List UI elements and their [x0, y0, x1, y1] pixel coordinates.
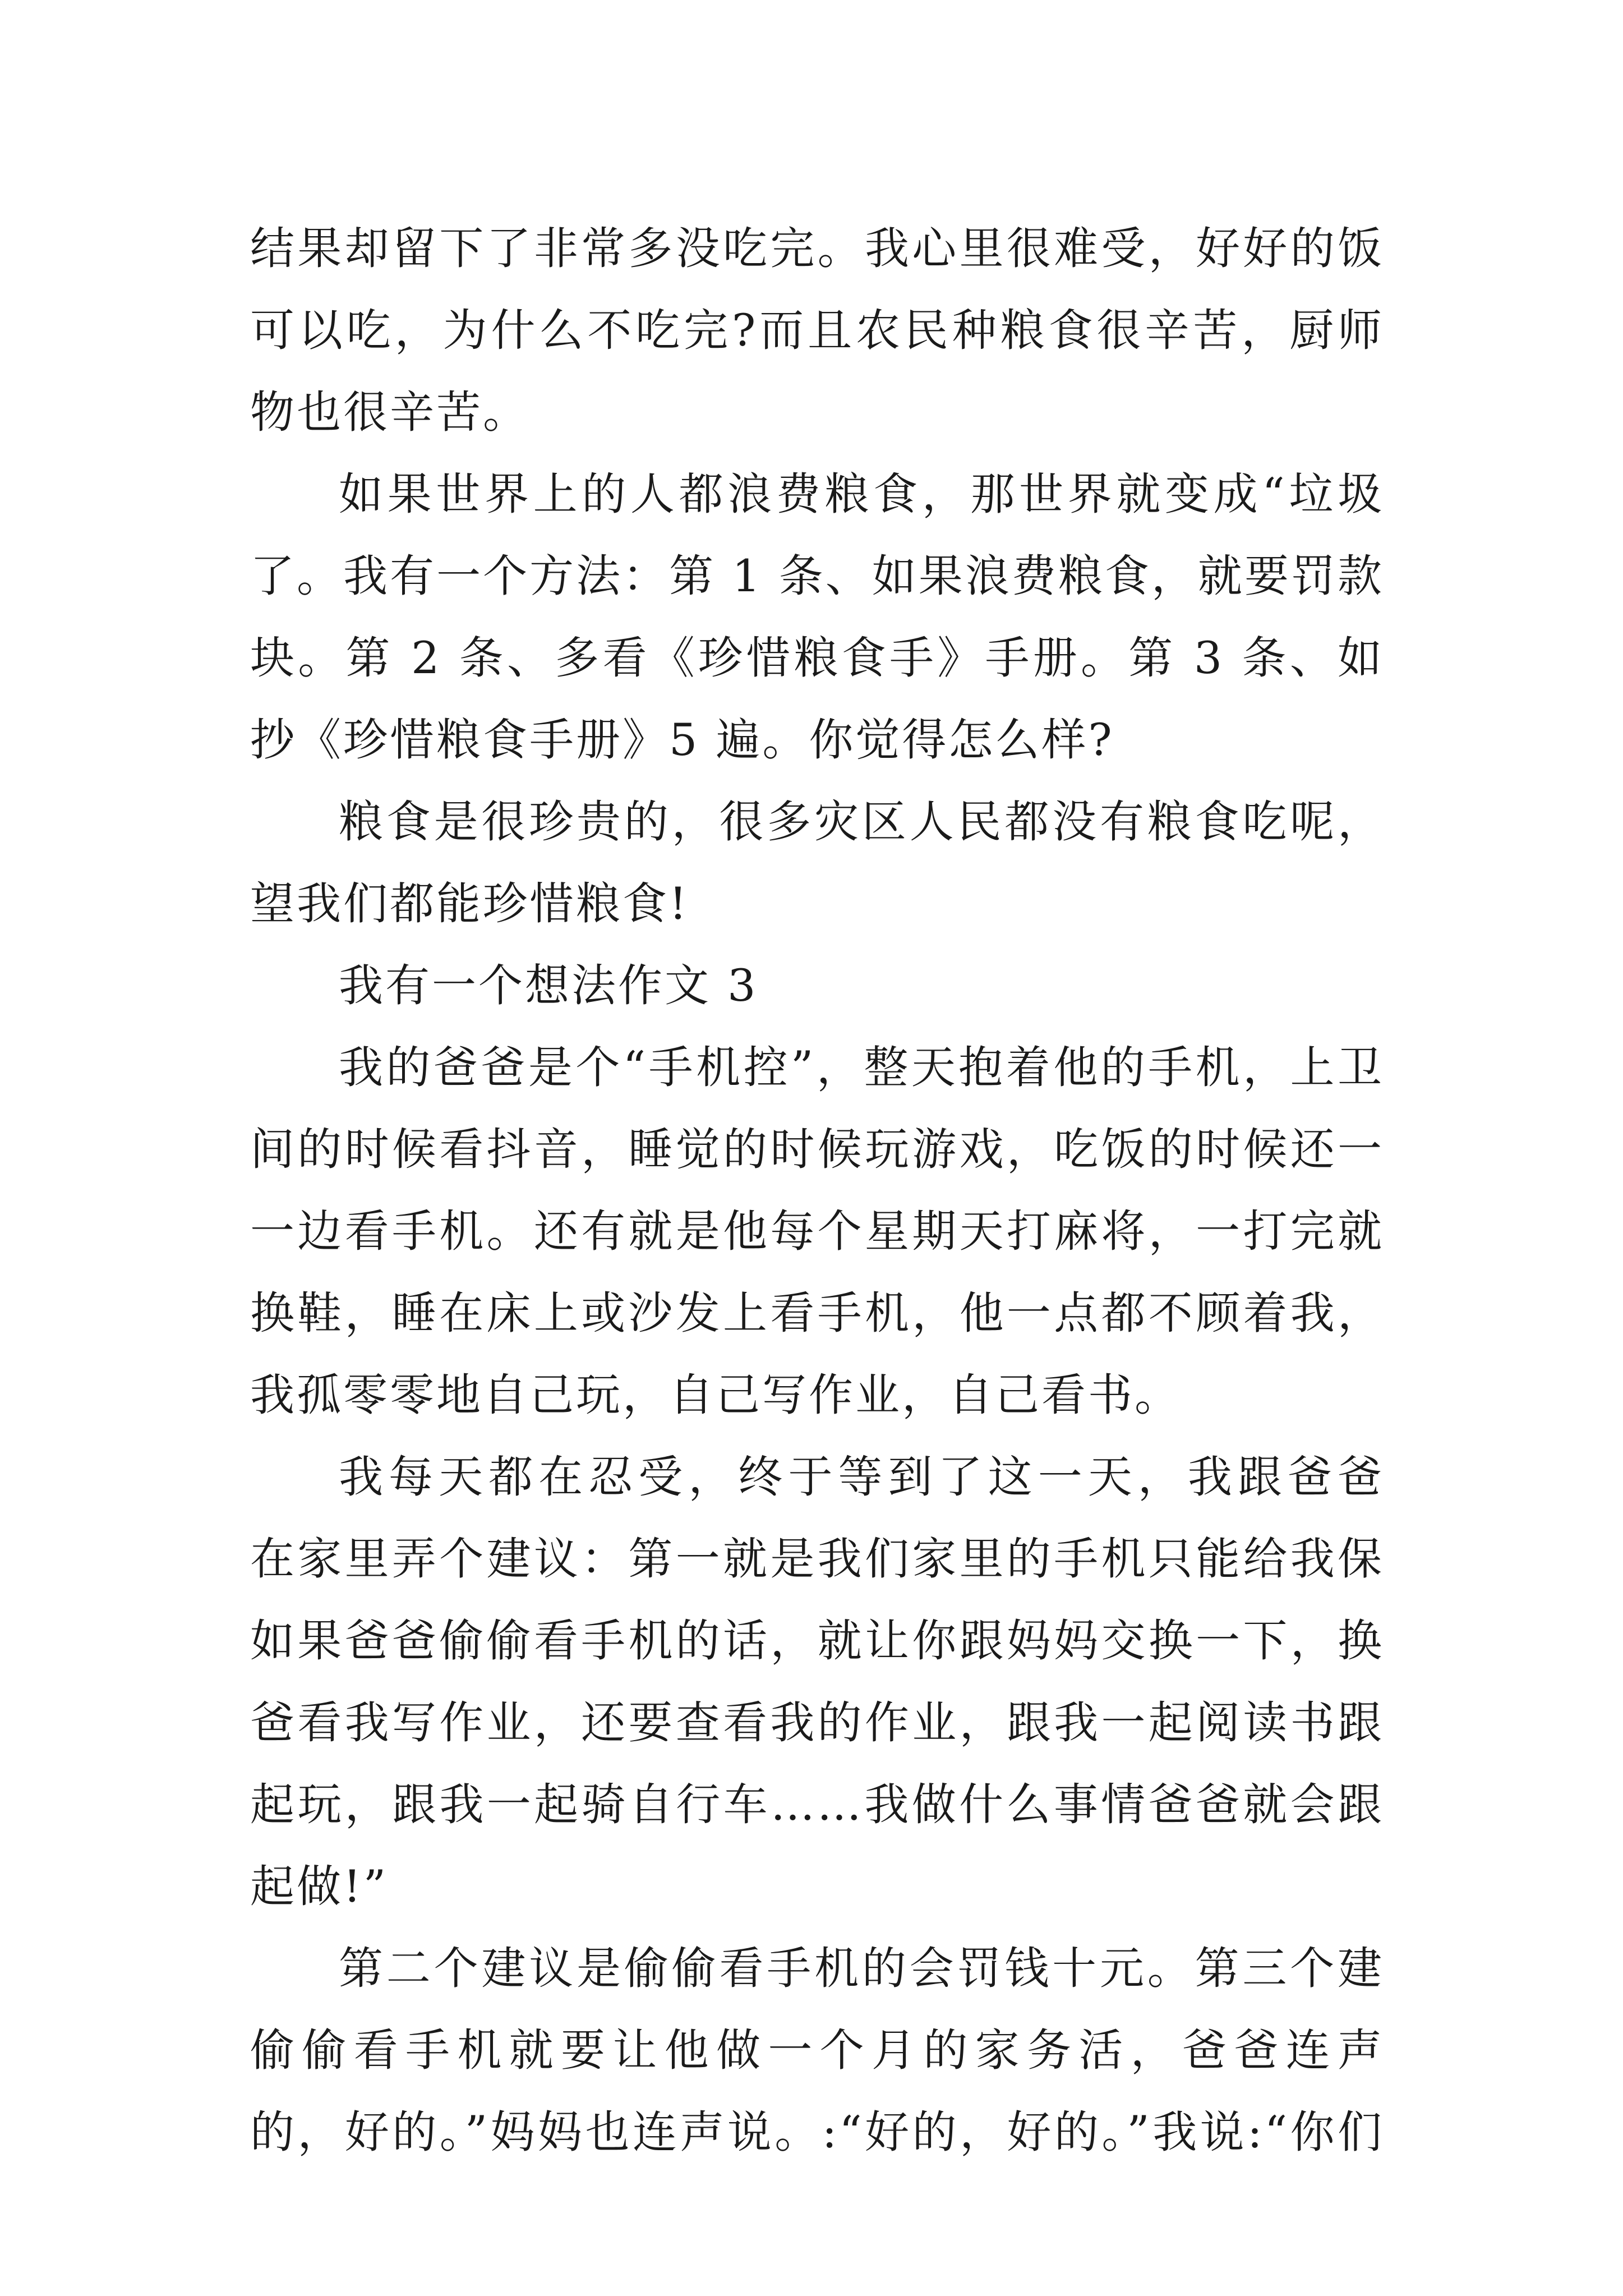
text-line: 粮食是很珍贵的，很多灾区人民都没有粮食吃呢，: [339, 796, 1384, 848]
text-line: 物也很辛苦。: [250, 386, 529, 438]
text-line: 了。我有一个方法：第 1 条、如果浪费粮食，就要罚款: [250, 550, 1384, 602]
text-line: 望我们都能珍惜粮食!: [250, 878, 689, 930]
text-line: 在家里弄个建议：第一就是我们家里的手机只能给我保: [250, 1533, 1384, 1585]
text-line: 如果爸爸偷偷看手机的话，就让你跟妈妈交换一下，换: [250, 1615, 1384, 1667]
text-line: 偷偷看手机就要让他做一个月的家务活，爸爸连声: [250, 2024, 1384, 2076]
text-line: 我孤零零地自己玩，自己写作业，自己看书。: [250, 1369, 1181, 1421]
text-line: 爸看我写作业，还要查看我的作业，跟我一起阅读书跟: [250, 1697, 1384, 1749]
text-line: 块。第 2 条、多看《珍惜粮食手》手册。第 3 条、如: [250, 632, 1384, 684]
text-line: 一边看手机。还有就是他每个星期天打麻将，一打完就: [250, 1205, 1384, 1257]
text-line: 的，好的。”妈妈也连声说。:“好的，好的。”我说:“你们: [250, 2106, 1384, 2158]
text-line: 第二个建议是偷偷看手机的会罚钱十元。第三个建: [339, 1943, 1384, 1994]
text-line: 我有一个想法作文 3: [339, 960, 758, 1011]
text-line: 可以吃，为什么不吃完?而且农民种粮食很辛苦，厨师: [250, 305, 1384, 356]
text-line: 我每天都在忍受，终于等到了这一天，我跟爸爸: [339, 1451, 1384, 1503]
text-line: 结果却留下了非常多没吃完。我心里很难受，好好的饭: [250, 223, 1384, 274]
text-line: 间的时候看抖音，睡觉的时候玩游戏，吃饭的时候还一: [250, 1124, 1384, 1175]
essay-body: [250, 208, 1384, 2173]
text-line: 换鞋，睡在床上或沙发上看手机，他一点都不顾着我，: [250, 1287, 1384, 1339]
text-line: 起玩，跟我一起骑自行车……我做什么事情爸爸就会跟: [250, 1779, 1384, 1830]
text-line: 如果世界上的人都浪费粮食，那世界就变成“垃圾: [339, 468, 1384, 520]
text-line: 我的爸爸是个“手机控”，整天抱着他的手机，上卫: [339, 1042, 1384, 1093]
text-line: 抄《珍惜粮食手册》5 遍。你觉得怎么样?: [250, 714, 1114, 766]
text-line: 起做!”: [250, 1861, 389, 1912]
